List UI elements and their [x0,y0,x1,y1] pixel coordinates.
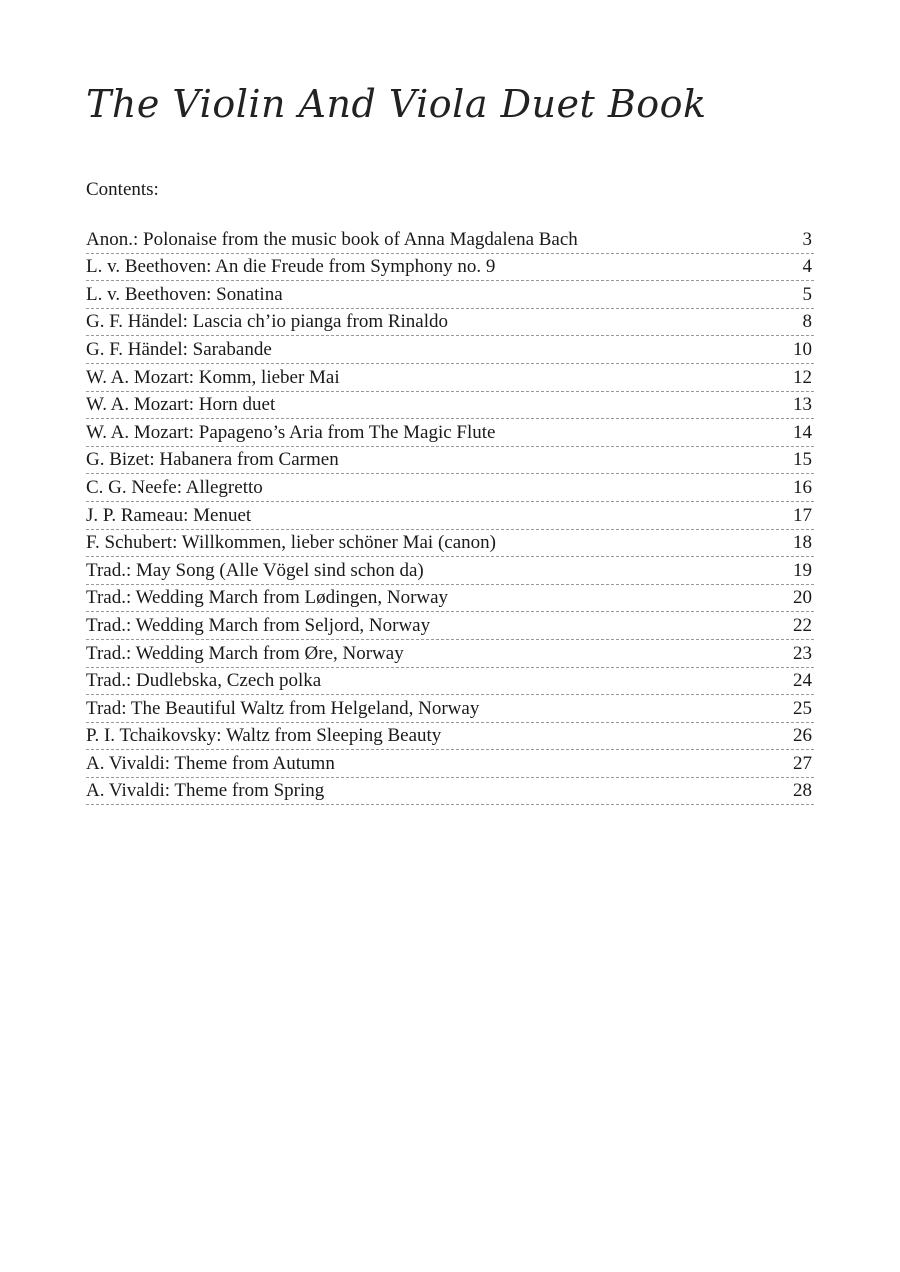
toc-entry-title: G. F. Händel: Sarabande [86,338,272,360]
toc-entry-title: W. A. Mozart: Komm, lieber Mai [86,366,340,388]
toc-entry-page-number: 28 [793,780,812,802]
toc-entry[interactable] [86,447,814,475]
toc-entry-page-number: 14 [793,421,812,443]
toc-entry-title: W. A. Mozart: Papageno’s Aria from The Magic Flute [86,421,496,443]
toc-entry[interactable] [86,612,814,640]
toc-entry-title: Trad.: Wedding March from Øre, Norway [86,642,404,664]
toc-entry-title: F. Schubert: Willkommen, lieber schöner Mai (canon) [86,532,496,554]
toc-entry[interactable] [86,585,814,613]
toc-entry[interactable] [86,336,814,364]
toc-entry-title: G. Bizet: Habanera from Carmen [86,449,339,471]
toc-entry-page-number: 12 [793,366,812,388]
toc-entry-page-number: 20 [793,587,812,609]
table-of-contents [86,226,814,805]
toc-entry[interactable] [86,778,814,806]
toc-entry[interactable] [86,309,814,337]
toc-entry-page-number: 24 [793,670,812,692]
toc-entry-page-number: 17 [793,504,812,526]
toc-entry-page-number: 22 [793,614,812,636]
toc-entry-title: W. A. Mozart: Horn duet [86,394,276,416]
toc-entry[interactable] [86,419,814,447]
toc-entry-page-number: 13 [793,394,812,416]
toc-entry-title: Trad.: Wedding March from Lødingen, Norway [86,587,449,609]
toc-entry-page-number: 8 [802,311,812,333]
toc-entry-page-number: 3 [802,228,812,250]
toc-entry-title: A. Vivaldi: Theme from Spring [86,780,325,802]
toc-entry[interactable] [86,254,814,282]
toc-entry-page-number: 10 [793,338,812,360]
toc-entry-page-number: 18 [793,532,812,554]
toc-entry-title: A. Vivaldi: Theme from Autumn [86,752,335,774]
toc-entry-title: Trad.: May Song (Alle Vögel sind schon da) [86,559,424,581]
toc-entry-title: Trad.: Dudlebska, Czech polka [86,670,322,692]
toc-entry[interactable] [86,695,814,723]
toc-entry-title: J. P. Rameau: Menuet [86,504,252,526]
toc-entry-page-number: 4 [802,256,812,278]
toc-entry[interactable] [86,281,814,309]
toc-entry[interactable] [86,226,814,254]
toc-entry-title: G. F. Händel: Lascia ch’io pianga from Rinaldo [86,311,449,333]
toc-entry-title: Anon.: Polonaise from the music book of Anna Magdalena Bach [86,228,578,250]
toc-entry[interactable] [86,723,814,751]
toc-entry-page-number: 26 [793,725,812,747]
toc-entry-page-number: 23 [793,642,812,664]
contents-heading: Contents: [86,179,159,200]
book-title: The Violin And Viola Duet Book [86,82,707,126]
toc-entry-page-number: 25 [793,697,812,719]
toc-entry-title: P. I. Tchaikovsky: Waltz from Sleeping Beauty [86,725,442,747]
toc-entry-title: L. v. Beethoven: An die Freude from Symphony no. 9 [86,256,496,278]
toc-entry-title: L. v. Beethoven: Sonatina [86,283,283,305]
toc-entry-title: Trad: The Beautiful Waltz from Helgeland, Norway [86,697,480,719]
toc-entry[interactable] [86,364,814,392]
toc-entry[interactable] [86,392,814,420]
toc-entry[interactable] [86,750,814,778]
toc-entry[interactable] [86,640,814,668]
toc-entry-page-number: 5 [802,283,812,305]
toc-entry-page-number: 16 [793,476,812,498]
toc-entry-title: Trad.: Wedding March from Seljord, Norway [86,614,431,636]
toc-entry-page-number: 15 [793,449,812,471]
toc-entry[interactable] [86,668,814,696]
toc-entry-page-number: 27 [793,752,812,774]
toc-entry[interactable] [86,557,814,585]
toc-entry-page-number: 19 [793,559,812,581]
toc-entry[interactable] [86,530,814,558]
toc-entry-title: C. G. Neefe: Allegretto [86,476,263,498]
toc-entry[interactable] [86,502,814,530]
toc-entry[interactable] [86,474,814,502]
